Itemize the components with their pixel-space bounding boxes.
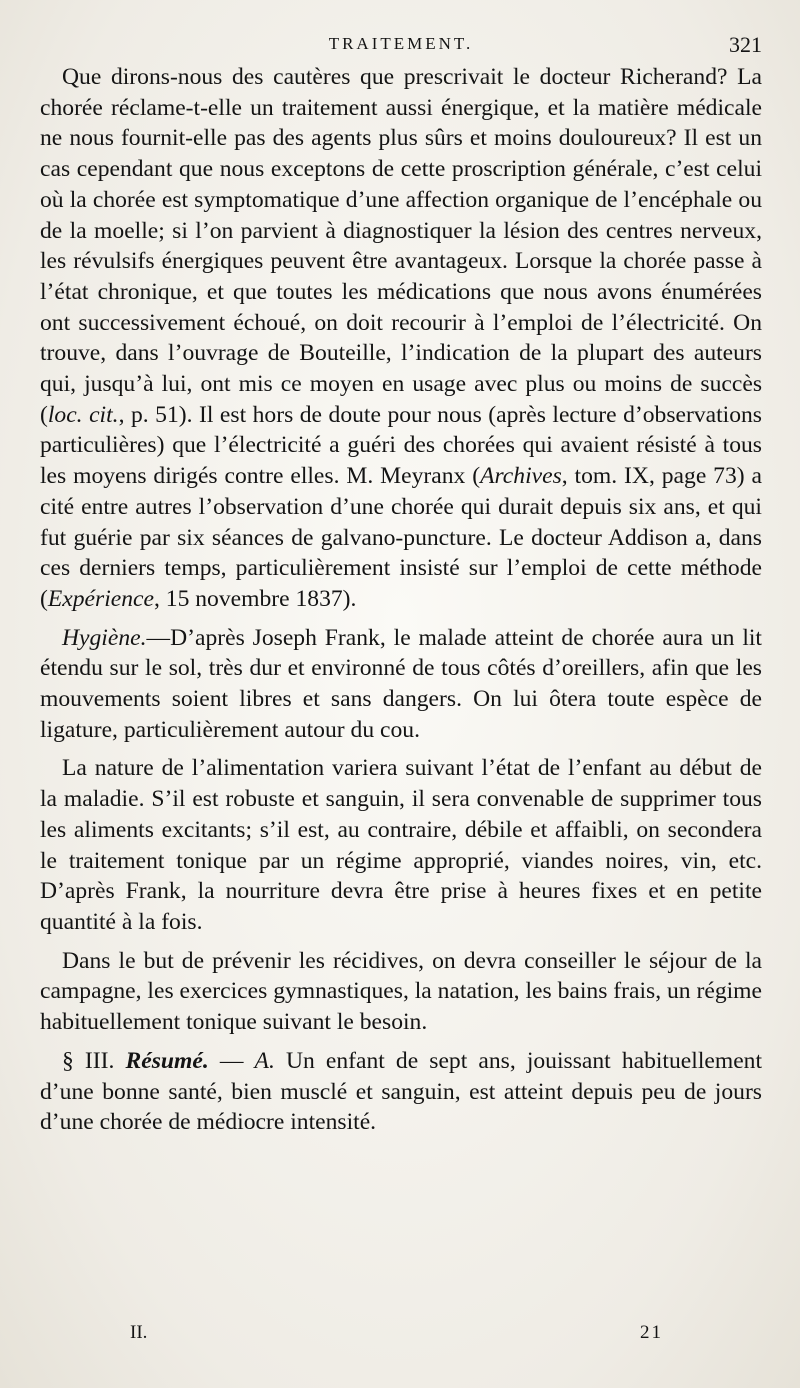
- paragraph-cauteres: [40, 62, 762, 615]
- volume-mark: II.: [130, 1322, 148, 1343]
- section-label-resume: Résumé.: [125, 1047, 209, 1074]
- citation-loc-cit: loc. cit.: [47, 401, 119, 428]
- em-dash: —: [208, 1047, 255, 1074]
- paragraph-hygiene: [40, 623, 762, 746]
- paragraph-text: Dans le but de prévenir les récidives, on devra conseiller le séjour de la campagne, les exercices gymnastiques, la natation, les bains frais, un régime habituellement tonique suivant le besoin.: [40, 947, 762, 1036]
- section-label-hygiene: Hygiène.: [62, 624, 147, 651]
- paragraph-text: —D’après Joseph Frank, le malade atteint de chorée aura un lit étendu sur le sol, très dur et environné de tous côtés d’oreillers, afin que les mouvements soient libres et sans dangers. On lui ôtera toute espèce de ligature, particulièrement autour du cou.: [40, 624, 762, 743]
- paragraph-text: Un enfant de sept ans, jouissant habituellement d’une bonne santé, bien musclé et sanguin, est atteint depuis peu de jours d’une chorée de médiocre intensité.: [40, 1047, 763, 1136]
- paragraph-text: , tom. IX, page 73) a cité entre autres l’observation d’une chorée qui durait depuis six ans, et qui fut guérie par six séances de galvano-puncture. Le docteur Addison a, dans ces derniers temps, particulièrement insisté sur l’emploi de cette méthode (: [40, 463, 763, 612]
- case-letter: A.: [254, 1047, 275, 1074]
- paragraph-text: , 15 novembre 1837).: [153, 585, 357, 612]
- paragraph-alimentation: [40, 753, 762, 937]
- body-text: [40, 62, 762, 1138]
- paragraph-text: La nature de l’alimentation variera suivant l’état de l’enfant au début de la maladie. S’il est robuste et sanguin, il sera convenable de supprimer tous les aliments excitants; s’il est, au contraire, débile et affaibli, on secondera le traitement tonique par un régime approprié, viandes noires, vin, etc. D’après Frank, la nourriture devra être prise à heures fixes et en petite quantité à la fois.: [40, 755, 762, 935]
- paragraph-text: Que dirons-nous des cautères que prescrivait le docteur Richerand? La chorée réclame-t-elle un traitement aussi énergique, et la matière médicale ne nous fournit-elle pas des agents plus sûrs et moins douloureux? Il est un cas cependant que nous exceptons de cette proscription générale, c’est celui où la chorée est symptomatique d’une affection organique de l’encéphale ou de la moelle; si l’on parvient à diagnostiquer la lésion des centres nerveux, les révulsifs énergiques peuvent être avantageux. Lorsque la chorée passe à l’état chronique, et que toutes les médications que nous avons énumérées ont successivement échoué, on doit recourir à l’emploi de l’électricité. On trouve, dans l’ouvrage de Bouteille, l’indication de la plupart des auteurs qui, jusqu’à lui, ont mis ce moyen en usage avec plus ou moins de succès (: [40, 64, 762, 428]
- running-head: [40, 30, 762, 62]
- paragraph-recidives: [40, 946, 762, 1038]
- citation-archives: Archives: [480, 463, 562, 490]
- running-title: TRAITEMENT.: [328, 34, 474, 53]
- section-number: § III.: [62, 1047, 115, 1074]
- paragraph-resume: [40, 1046, 762, 1138]
- citation-experience: Expérience: [47, 585, 154, 612]
- signature-mark: 21: [640, 1322, 663, 1343]
- paragraph-text: , p. 51). Il est hors de doute pour nous (après lecture d’observations particulières) que l’électricité a guéri des chorées qui avaient résisté à tous les moyens dirigés contre elles. M. Meyranx (: [40, 401, 762, 490]
- page-number: 321: [729, 32, 762, 57]
